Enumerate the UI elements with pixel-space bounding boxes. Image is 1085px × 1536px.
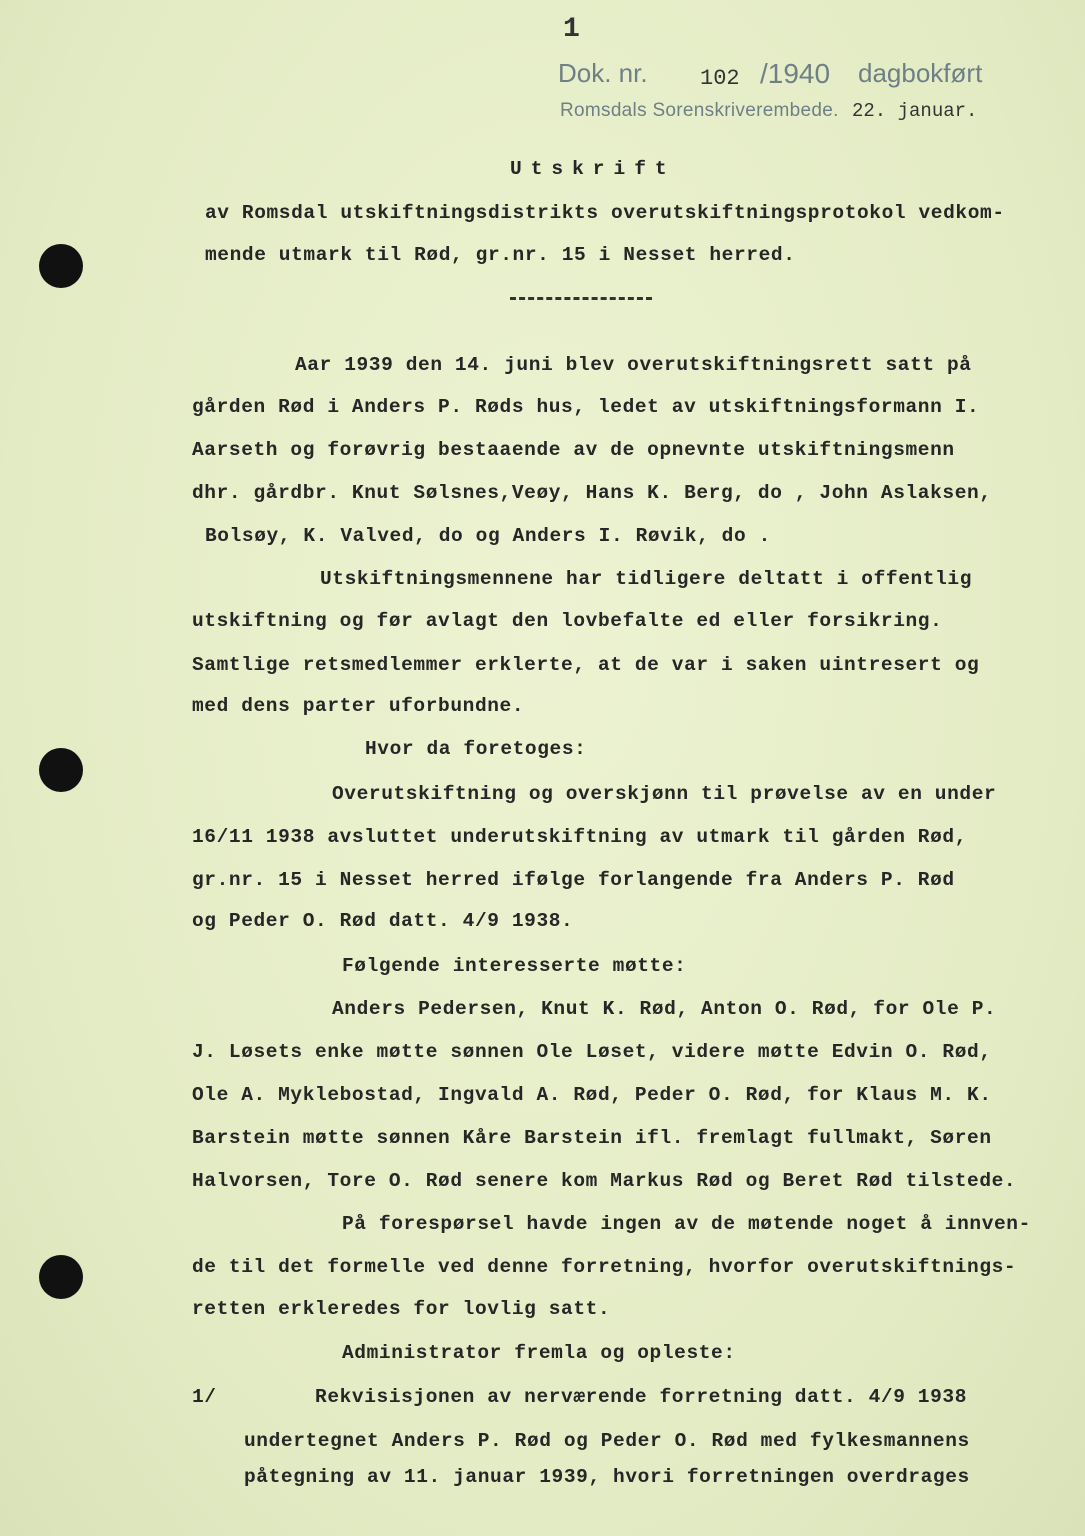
- body-line: Anders Pedersen, Knut K. Rød, Anton O. Rød, for Ole P.: [332, 998, 997, 1020]
- body-line: Samtlige retsmedlemmer erklerte, at de var i saken uintresert og: [192, 654, 980, 676]
- body-line: Overutskiftning og overskjønn til prøvelse av en under: [332, 783, 997, 805]
- body-line: gr.nr. 15 i Nesset herred ifølge forlangende fra Anders P. Rød: [192, 869, 955, 891]
- body-line: Aarseth og forøvrig bestaaende av de opnevnte utskiftningsmenn: [192, 439, 955, 461]
- body-line: og Peder O. Rød datt. 4/9 1938.: [192, 910, 574, 932]
- body-line: retten erkleredes for lovlig satt.: [192, 1298, 611, 1320]
- dok-number: 102: [700, 66, 740, 91]
- body-line: Administrator fremla og opleste:: [342, 1342, 736, 1364]
- body-line: Barstein møtte sønnen Kåre Barstein ifl. fremlagt fullmakt, Søren: [192, 1127, 992, 1149]
- body-line: J. Løsets enke møtte sønnen Ole Løset, videre møtte Edvin O. Rød,: [192, 1041, 992, 1063]
- body-line: På forespørsel havde ingen av de møtende noget å innven-: [342, 1213, 1031, 1235]
- body-line: Utskiftningsmennene har tidligere deltatt i offentlig: [320, 568, 973, 590]
- body-line: Bolsøy, K. Valved, do og Anders I. Røvik, do .: [205, 525, 771, 547]
- stamp-date: 22. januar.: [852, 100, 978, 122]
- body-line: Ole A. Myklebostad, Ingvald A. Rød, Peder O. Rød, for Klaus M. K.: [192, 1084, 992, 1106]
- punch-hole-middle: [39, 748, 83, 792]
- body-line: utskiftning og før avlagt den lovbefalte ed eller forsikring.: [192, 610, 943, 632]
- dok-label: Dok. nr.: [558, 58, 648, 88]
- page-mark: 1: [563, 14, 580, 45]
- dagbokfort-stamp: dagbokført: [858, 58, 983, 88]
- punch-hole-top: [39, 244, 83, 288]
- body-line: Hvor da foretoges:: [365, 738, 587, 760]
- document-title: Utskrift: [510, 158, 676, 180]
- body-line: påtegning av 11. januar 1939, hvori forretningen overdrages: [244, 1466, 970, 1488]
- separator-line: [510, 297, 652, 300]
- office-stamp: Romsdals Sorenskriverembede.: [560, 100, 839, 121]
- punch-hole-bottom: [39, 1255, 83, 1299]
- intro-line-2: mende utmark til Rød, gr.nr. 15 i Nesset herred.: [205, 244, 796, 266]
- body-line: 16/11 1938 avsluttet underutskiftning av utmark til gården Rød,: [192, 826, 968, 848]
- body-line: med dens parter uforbundne.: [192, 695, 525, 717]
- body-line: gården Rød i Anders P. Røds hus, ledet av utskiftningsformann I.: [192, 396, 980, 418]
- body-line: Aar 1939 den 14. juni blev overutskiftningsrett satt på: [295, 354, 972, 376]
- body-line: de til det formelle ved denne forretning, hvorfor overutskiftnings-: [192, 1256, 1017, 1278]
- intro-line-1: av Romsdal utskiftningsdistrikts overutskiftningsprotokol vedkom-: [205, 202, 1005, 224]
- body-line: 1/ Rekvisisjonen av nerværende forretning datt. 4/9 1938: [192, 1386, 968, 1408]
- body-line: Halvorsen, Tore O. Rød senere kom Markus Rød og Beret Rød tilstede.: [192, 1170, 1017, 1192]
- stamp-year: /1940: [760, 58, 831, 89]
- body-line: undertegnet Anders P. Rød og Peder O. Rød med fylkesmannens: [244, 1430, 970, 1452]
- body-line: Følgende interesserte møtte:: [342, 955, 687, 977]
- body-line: dhr. gårdbr. Knut Sølsnes,Veøy, Hans K. Berg, do , John Aslaksen,: [192, 482, 992, 504]
